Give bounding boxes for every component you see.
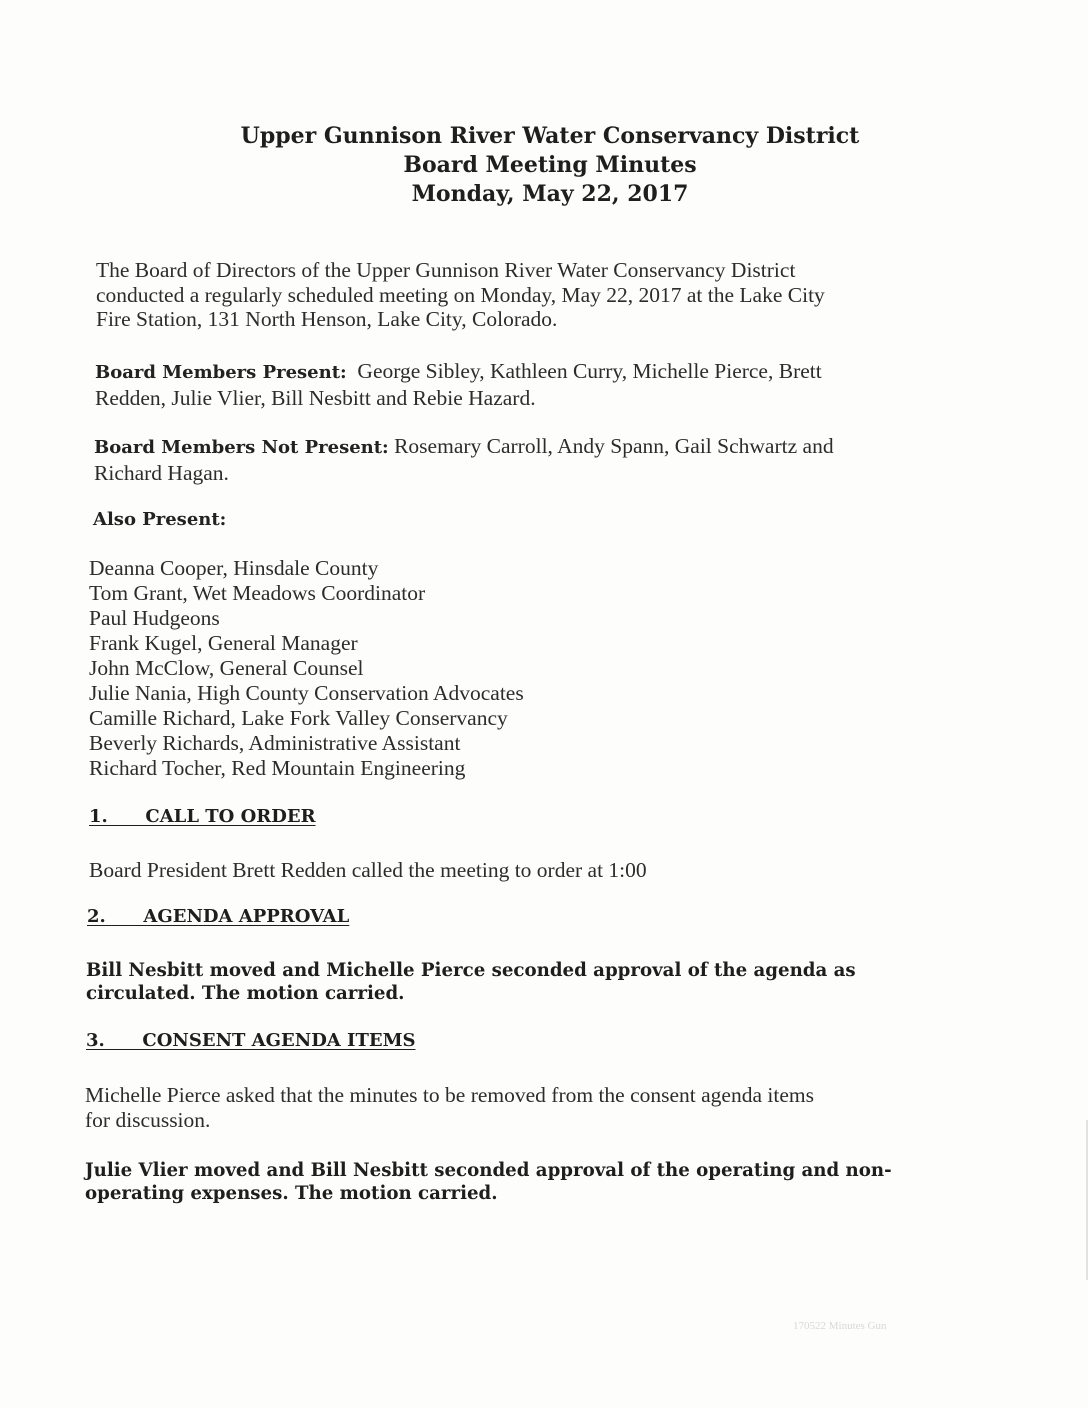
also-present-heading	[93, 506, 226, 533]
call-to-order-line: Board President Brett Redden called the meeting to order at 1:00	[89, 858, 647, 882]
members-present	[95, 359, 822, 410]
members-present-names-cont: Redden, Julie Vlier, Bill Nesbitt and Rebie Hazard.	[95, 385, 536, 410]
consent-agenda-text	[85, 1083, 814, 1132]
consent-text-line: Michelle Pierce asked that the minutes to be removed from the consent agenda items	[85, 1083, 814, 1107]
attendee: Paul Hudgeons	[89, 606, 220, 630]
attendee-list	[89, 556, 524, 781]
attendee: Tom Grant, Wet Meadows Coordinator	[89, 581, 426, 605]
title-date: Monday, May 22, 2017	[411, 181, 689, 207]
attendee: Julie Nania, High County Conservation Advocates	[89, 681, 524, 705]
section-heading-agenda-approval: 2. AGENDA APPROVAL	[87, 906, 350, 927]
intro-line: The Board of Directors of the Upper Gunnison River Water Conservancy District	[96, 258, 796, 282]
members-not-present-names: Rosemary Carroll, Andy Spann, Gail Schwartz and	[388, 434, 834, 458]
attendee: Frank Kugel, General Manager	[89, 631, 358, 655]
attendee: Camille Richard, Lake Fork Valley Conservancy	[89, 706, 508, 730]
title-meeting: Board Meeting Minutes	[403, 152, 697, 178]
agenda-approval-motion	[86, 959, 856, 1005]
intro-line: conducted a regularly scheduled meeting on Monday, May 22, 2017 at the Lake City	[96, 282, 825, 307]
members-present-names: George Sibley, Kathleen Curry, Michelle Pierce, Brett	[346, 359, 822, 383]
members-not-present-names-cont: Richard Hagan.	[94, 460, 229, 485]
attendee: Beverly Richards, Administrative Assistant	[89, 731, 461, 755]
section-heading-consent-agenda: 3. CONSENT AGENDA ITEMS	[86, 1030, 416, 1051]
document-title	[0, 122, 1088, 209]
motion-line: Julie Vlier moved and Bill Nesbitt seconded approval of the operating and non-	[85, 1160, 892, 1181]
members-not-present-label: Board Members Not Present:	[94, 437, 389, 458]
members-present-label: Board Members Present:	[95, 362, 347, 383]
also-present-label: Also Present:	[93, 509, 227, 530]
faint-footer-mark: 170522 Minutes Gun	[793, 1320, 887, 1332]
motion-line: circulated. The motion carried.	[86, 983, 405, 1004]
title-district: Upper Gunnison River Water Conservancy District	[240, 123, 860, 149]
intro-paragraph	[96, 258, 825, 332]
intro-line: Fire Station, 131 North Henson, Lake City, Colorado.	[96, 307, 558, 331]
attendee: Richard Tocher, Red Mountain Engineering	[89, 756, 466, 780]
attendee: Deanna Cooper, Hinsdale County	[89, 556, 379, 580]
section-heading-call-to-order: 1. CALL TO ORDER	[89, 806, 316, 827]
attendee: John McClow, General Counsel	[89, 656, 364, 680]
members-not-present	[94, 434, 834, 485]
motion-line: Bill Nesbitt moved and Michelle Pierce seconded approval of the agenda as	[86, 960, 856, 981]
consent-text-line: for discussion.	[85, 1107, 211, 1132]
consent-agenda-motion	[85, 1159, 892, 1205]
motion-line: operating expenses. The motion carried.	[85, 1183, 498, 1204]
call-to-order-text	[89, 858, 647, 883]
